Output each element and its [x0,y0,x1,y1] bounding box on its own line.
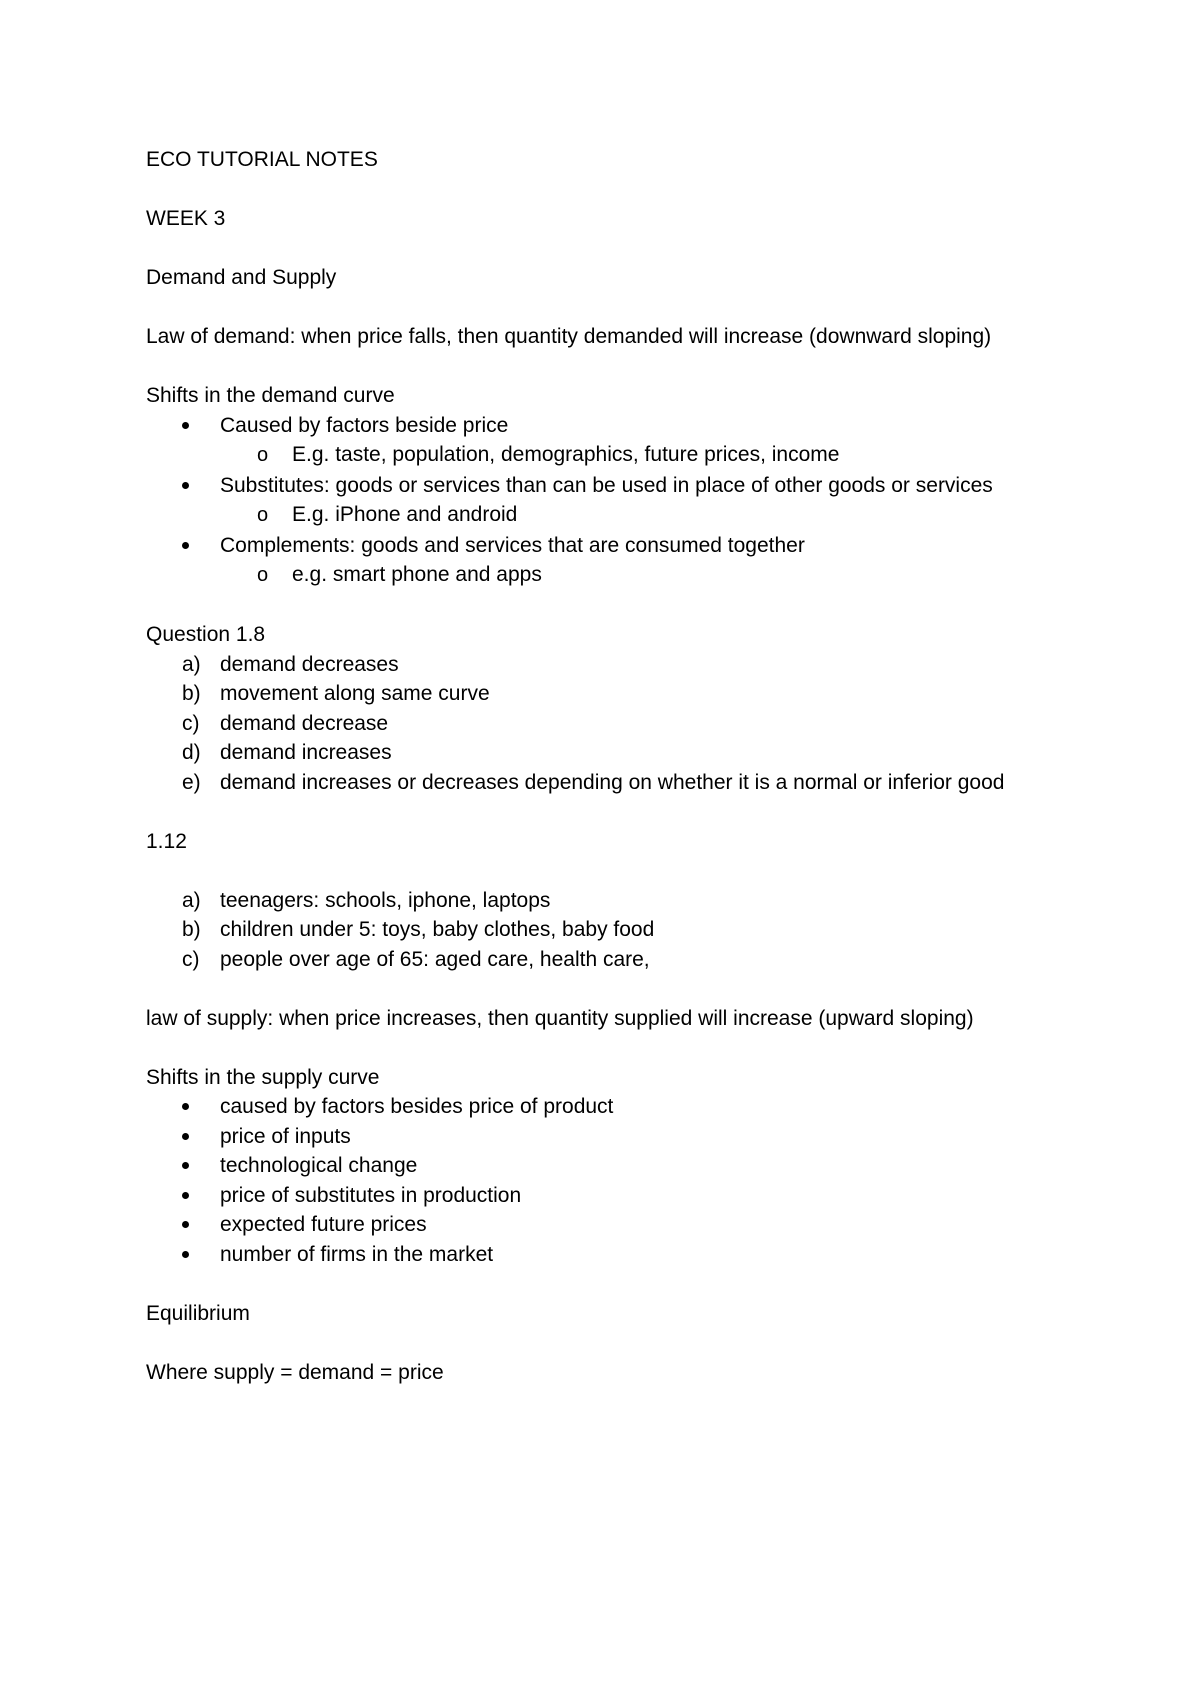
bullet-icon [146,471,220,501]
list-item-text: technological change [220,1154,418,1177]
list-item-label: d) [182,741,201,764]
list-item-text: expected future prices [220,1213,427,1236]
equilibrium-text: Where supply = demand = price [146,1360,444,1384]
list-item [146,738,1106,768]
list-item-text: price of inputs [220,1124,351,1148]
circle-bullet-icon: o [257,564,269,586]
circle-bullet-icon: o [257,504,269,526]
sub-list-item [146,440,1106,471]
bullet-icon [146,1240,220,1270]
sub-list-item [146,560,1106,591]
list-item [146,768,1106,798]
list-item-text: Caused by factors beside price [220,413,509,437]
list-item-label: c) [182,711,200,735]
sub-list-item-text: E.g. iPhone and android [292,503,518,526]
list-item [146,1122,1106,1152]
list-item [146,471,1106,501]
list-item [146,411,1106,441]
list-item-text: people over age of 65: aged care, health care, [220,947,650,971]
demand-shifts-list [146,411,1106,591]
list-item [146,679,1106,709]
list-item-text: Substitutes: goods or services than can be used in place of other goods or services [220,473,993,497]
list-item-label: a) [182,652,201,676]
list-item [146,1240,1106,1270]
circle-bullet-icon: o [257,444,269,466]
bullet-icon [146,531,220,561]
sub-list-item [146,500,1106,531]
list-item [146,886,1106,916]
list-item [146,531,1106,561]
list-item [146,1210,1106,1240]
sub-list-item-text: e.g. smart phone and apps [292,563,542,586]
question-1-12-list [146,886,1106,975]
list-item-label: a) [182,888,201,912]
list-item-text: demand decreases [220,652,399,676]
bullet-icon [146,1122,220,1152]
supply-shifts-list [146,1092,1106,1269]
list-item [146,915,1106,945]
list-item [146,1092,1106,1122]
list-item [146,709,1106,739]
list-item-text: demand increases [220,741,392,764]
law-of-supply: law of supply: when price increases, then quantity supplied will increase (upward sloping) [146,1006,974,1030]
list-item [146,945,1106,975]
sub-list-item-text: E.g. taste, population, demographics, future prices, income [292,443,840,466]
section-heading: Demand and Supply [146,266,337,289]
list-item-text: Complements: goods and services that are consumed together [220,533,805,557]
list-item-label: b) [182,682,201,705]
list-item-text: caused by factors besides price of product [220,1095,614,1118]
list-item-text: demand decrease [220,711,389,735]
list-item-text: children under 5: toys, baby clothes, baby food [220,918,655,941]
equilibrium-heading: Equilibrium [146,1301,250,1325]
bullet-icon [146,1181,220,1211]
list-item-label: c) [182,947,200,971]
list-item-text: number of firms in the market [220,1242,494,1266]
bullet-icon [146,1210,220,1240]
bullet-icon [146,1092,220,1122]
week-label: WEEK 3 [146,207,226,230]
list-item [146,1151,1106,1181]
bullet-icon [146,411,220,441]
demand-shifts-heading: Shifts in the demand curve [146,384,395,407]
supply-shifts-heading: Shifts in the supply curve [146,1065,380,1089]
list-item [146,1181,1106,1211]
law-of-demand: Law of demand: when price falls, then quantity demanded will increase (downward sloping) [146,325,992,348]
list-item-label: b) [182,918,201,941]
question-1-8-heading: Question 1.8 [146,623,266,646]
question-1-8-list [146,650,1106,798]
list-item-text: teenagers: schools, iphone, laptops [220,888,551,912]
list-item-label: e) [182,770,201,794]
list-item-text: demand increases or decreases depending on whether it is a normal or inferior good [220,770,1005,794]
list-item [146,650,1106,680]
list-item-text: movement along same curve [220,682,490,705]
document-body [146,145,1106,1387]
question-1-12-heading: 1.12 [146,829,187,853]
bullet-icon [146,1151,220,1181]
list-item-text: price of substitutes in production [220,1183,522,1207]
document-title: ECO TUTORIAL NOTES [146,148,378,171]
